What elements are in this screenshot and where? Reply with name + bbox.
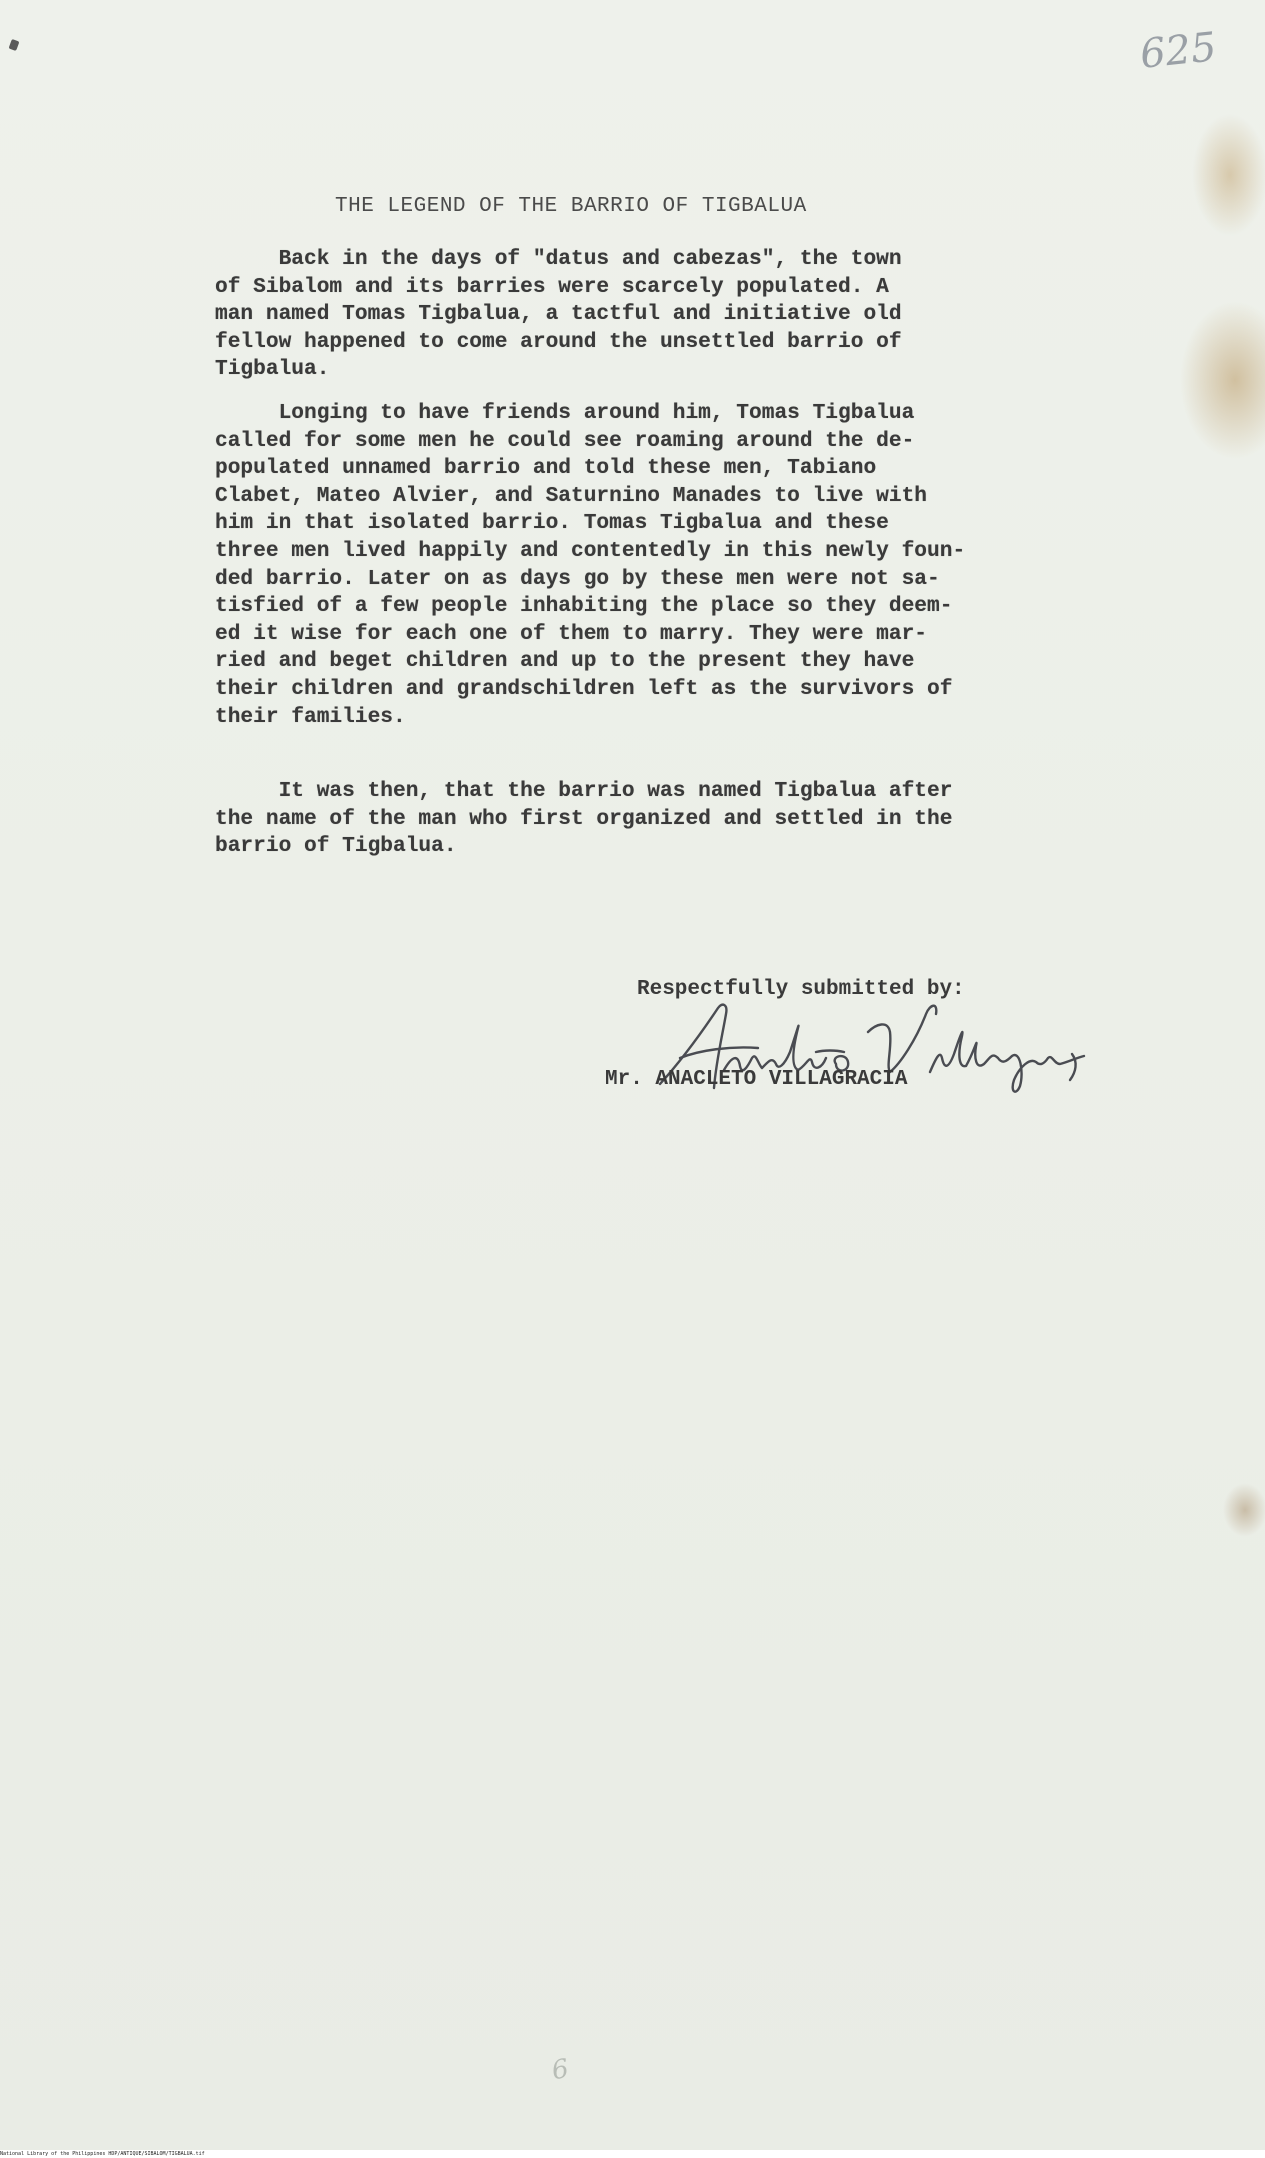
paragraph-line: Clabet, Mateo Alvier, and Saturnino Manades to live with — [215, 483, 928, 508]
paragraph-line: Longing to have friends around him, Tomas Tigbalua — [215, 401, 915, 425]
paragraph-line: him in that isolated barrio. Tomas Tigbalua and these — [215, 511, 889, 536]
paragraph-line: It was then, that the barrio was named Tigbalua after — [215, 779, 953, 803]
paragraph-line: their families. — [215, 704, 406, 729]
paragraph-line: called for some men he could see roaming around the de- — [215, 428, 915, 453]
paragraph-line: three men lived happily and contentedly in this newly foun- — [215, 538, 966, 563]
paragraph-line: the name of the man who first organized and settled in the — [215, 806, 953, 831]
paragraph-line: of Sibalom and its barries were scarcely populated. A — [215, 274, 889, 299]
punch-mark — [9, 39, 20, 51]
paragraph-line: man named Tomas Tigbalua, a tactful and initiative old — [215, 302, 902, 327]
paragraph-line: tisfied of a few people inhabiting the place so they deem- — [215, 594, 953, 619]
paragraph-3 — [215, 778, 1095, 861]
page-number: 625 — [1137, 24, 1219, 78]
paragraph-2 — [215, 400, 1095, 731]
document-title: THE LEGEND OF THE BARRIO OF TIGBALUA — [335, 195, 807, 218]
paragraph-line: ried and beget children and up to the present they have — [215, 649, 915, 674]
paragraph-line: populated unnamed barrio and told these men, Tabiano — [215, 456, 877, 481]
paragraph-line: Back in the days of "datus and cabezas", the town — [215, 247, 902, 271]
paragraph-line: barrio of Tigbalua. — [215, 834, 457, 859]
paragraph-line: fellow happened to come around the unsettled barrio of — [215, 329, 902, 354]
footer-caption: National Library of the Philippines HDP/ANTIQUE/SIBALOM/TIGBALUA.tif — [0, 2151, 1265, 2158]
closing-line: Respectfully submitted by: — [637, 978, 965, 1001]
paragraph-line: Tigbalua. — [215, 357, 330, 382]
paragraph-1 — [215, 246, 1095, 384]
paragraph-line: ded barrio. Later on as days go by these men were not sa- — [215, 566, 940, 591]
signer-name: Mr. ANACLETO VILLAGRACIA — [605, 1068, 908, 1091]
bottom-mark: 6 — [549, 2053, 572, 2087]
paragraph-line: ed it wise for each one of them to marry. They were mar- — [215, 621, 928, 646]
paragraph-line: their children and grandschildren left as the survivors of — [215, 676, 953, 701]
